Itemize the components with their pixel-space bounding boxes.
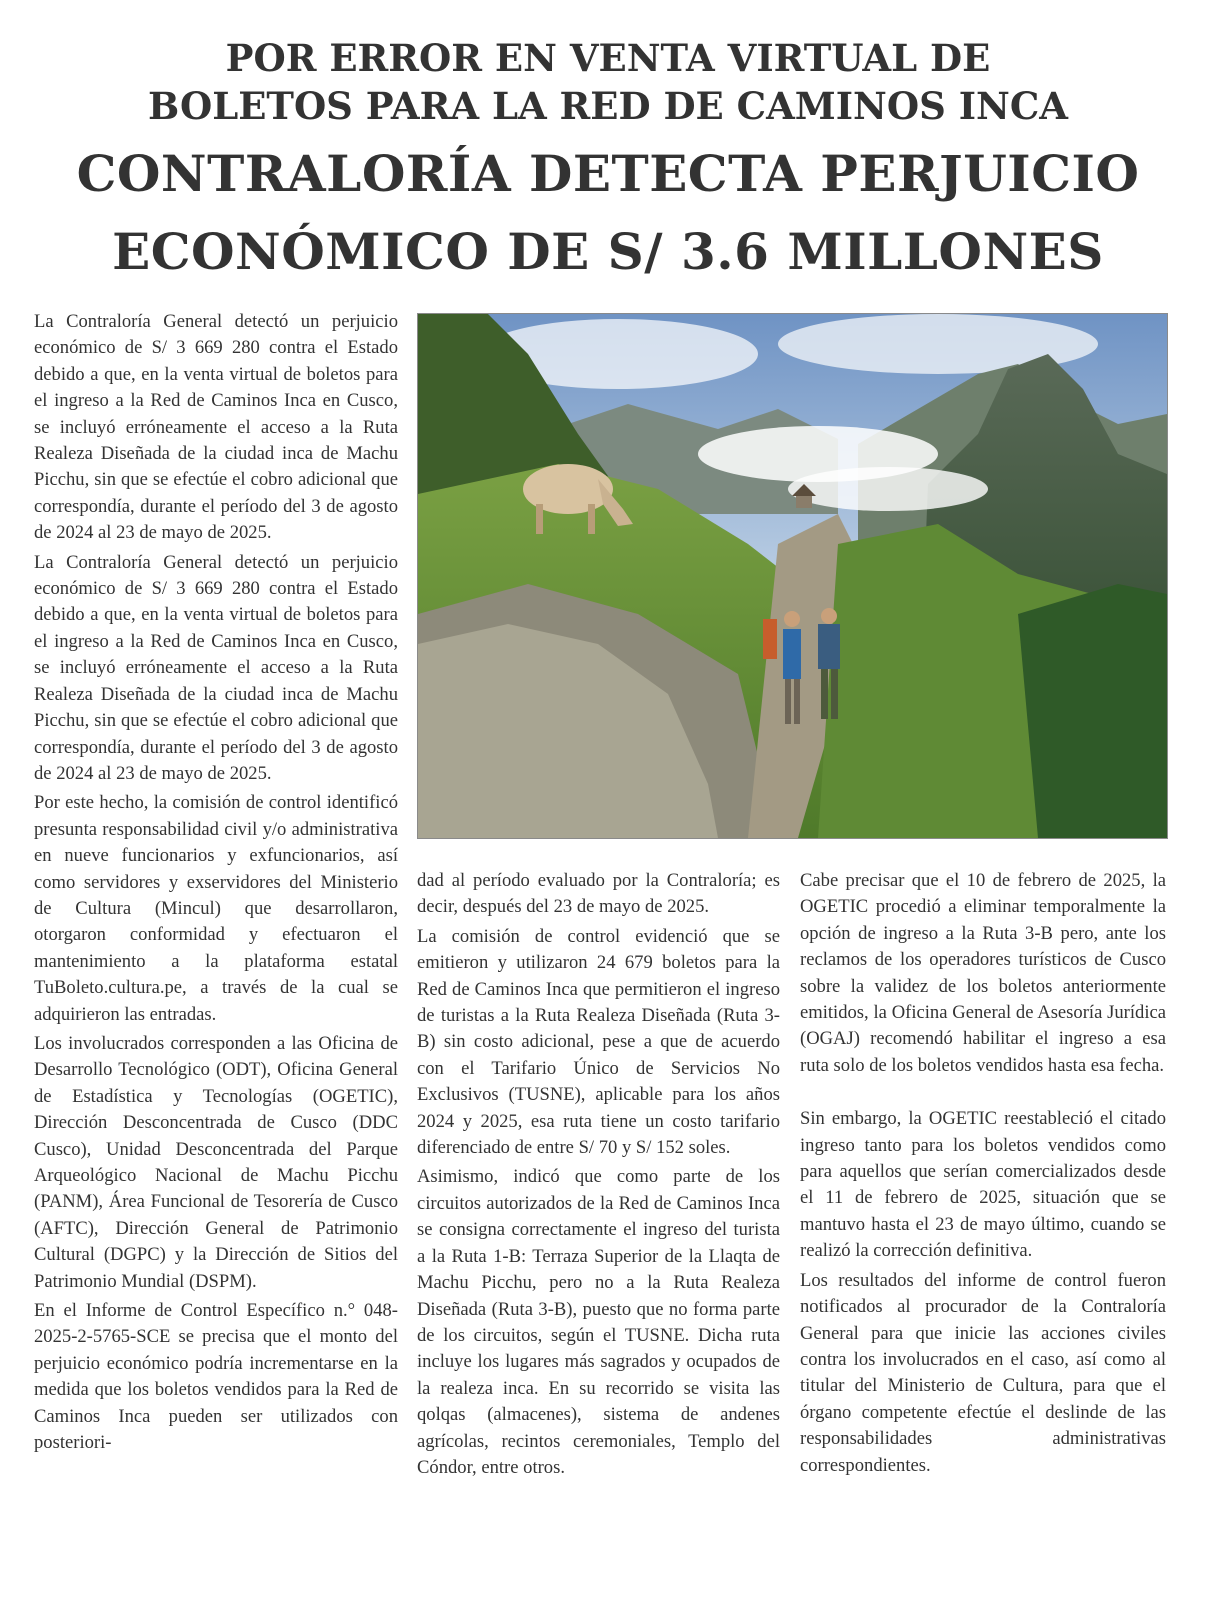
- article-column-2: [417, 868, 780, 1484]
- paragraph: La Contraloría General detectó un perjuicio económico de S/ 3 669 280 contra el Estado debido a que, en la venta virtual de boletos para el ingreso a la Red de Caminos Inca en Cusco, se incluyó erróneamente el acceso a la Ruta Realeza Diseñada de la ciudad inca de Machu Picchu, sin que se efectúe el cobro adicional que correspondía, durante el período del 3 de agosto de 2024 al 23 de mayo de 2025.: [34, 311, 398, 544]
- paragraph: Los resultados del informe de control fueron notificados al procurador de la Contraloría General para que inicie las acciones civiles contra los involucrados en el caso, así como al titular del Ministerio de Cultura, para que el órgano competente efectúe el deslinde de las responsabilidades administrativas correspondientes.: [800, 1269, 1166, 1476]
- paragraph: Asimismo, indicó que como parte de los circuitos autorizados de la Red de Caminos Inca se consigna correctamente el ingreso del turista a la Ruta 1-B: Terraza Superior de la Llaqta de Machu Picchu, pero no a la Ruta Realeza Diseñada (Ruta 3-B), puesto que no forma parte de los circuitos, según el TUSNE. Dicha ruta incluye los lugares más sagrados y ocupados de la realeza inca. En su recorrido se visita las qolqas (almacenes), sistema de andenes agrícolas, recintos ceremoniales, Templo del Cóndor, entre otros.: [417, 1166, 780, 1478]
- paragraph: La comisión de control evidenció que se emitieron y utilizaron 24 679 boletos para la Red de Caminos Inca que permitieron el ingreso de turistas a la Ruta Realeza Diseñada (Ruta 3-B) sin costo adicional, pese a que de acuerdo con el Tarifario Único de Servicios No Exclusivos (TUSNE), aplicable para los años 2024 y 2025, esa ruta tiene un costo tarifario diferenciado de entre S/ 70 y S/ 152 soles.: [417, 925, 780, 1159]
- paragraph: Cabe precisar que el 10 de febrero de 2025, la OGETIC procedió a eliminar temporalmente la opción de ingreso a la Ruta 3-B pero, ante los reclamos de los operadores turísticos de Cusco sobre la validez de los boletos anteriormente emitidos, la Oficina General de Asesoría Jurídica (OGAJ) recomendó habilitar el ingreso a esa ruta solo de los boletos vendidos hasta esa fecha.: [800, 870, 1166, 1076]
- headline-line-2: ECONÓMICO DE S/ 3.6 MILLONES: [112, 222, 1104, 281]
- paragraph: En el Informe de Control Específico n.° 048-2025-2-5765-SCE se precisa que el monto del perjuicio económico podría incrementarse en la medida que los boletos vendidos para la Red de Caminos Inca pueden ser utilizados con posteriori-: [34, 1300, 398, 1454]
- headline-line-1: CONTRALORÍA DETECTA PERJUICIO: [76, 144, 1140, 203]
- paragraph: La Contraloría General detectó un perjuicio económico de S/ 3 669 280 contra el Estado debido a que, en la venta virtual de boletos para el ingreso a la Red de Caminos Inca en Cusco, se incluyó erróneamente el acceso a la Ruta Realeza Diseñada de la ciudad inca de Machu Picchu, sin que se efectúe el cobro adicional que correspondía, durante el período del 3 de agosto de 2024 al 23 de mayo de 2025.: [34, 551, 398, 784]
- paragraph: Los involucrados corresponden a las Oficina de Desarrollo Tecnológico (ODT), Oficina General de Estadística y Tecnologías (OGETIC), Dirección Desconcentrada de Cusco (DDC Cusco), Unidad Desconcentrada del Parque Arqueológico Nacional de Machu Picchu (PANM), Área Funcional de Tesorería de Cusco (AFTC), Dirección General de Patrimonio Cultural (DGPC) y la Dirección de Sitios del Patrimonio Mundial (DSPM).: [34, 1032, 398, 1292]
- kicker-line-2: BOLETOS PARA LA RED DE CAMINOS INCA: [148, 84, 1068, 128]
- paragraph: Sin embargo, la OGETIC reestableció el citado ingreso tanto para los boletos vendidos como para aquellos que serían comercializados desde el 11 de febrero de 2025, situación que se mantuvo hasta el 23 de mayo último, cuando se realizó la corrección definitiva.: [800, 1108, 1166, 1262]
- machu-picchu-photo: [417, 313, 1168, 839]
- paragraph: Por este hecho, la comisión de control identificó presunta responsabilidad civil y/o administrativa en nueve funcionarios y exfuncionarios, así como servidores y exservidores del Ministerio de Cultura (Mincul) que desarrollaron, otorgaron conformidad y efectuaron el mantenimiento a la plataforma estatal TuBoleto.cultura.pe, a través de la cual se adquirieron las entradas.: [34, 792, 398, 1025]
- paragraph: dad al período evaluado por la Contraloría; es decir, después del 23 de mayo de 2025.: [417, 870, 780, 918]
- article-column-1: [34, 309, 398, 1459]
- kicker-line-1: POR ERROR EN VENTA VIRTUAL DE: [225, 36, 991, 80]
- article-column-3: [800, 868, 1166, 1482]
